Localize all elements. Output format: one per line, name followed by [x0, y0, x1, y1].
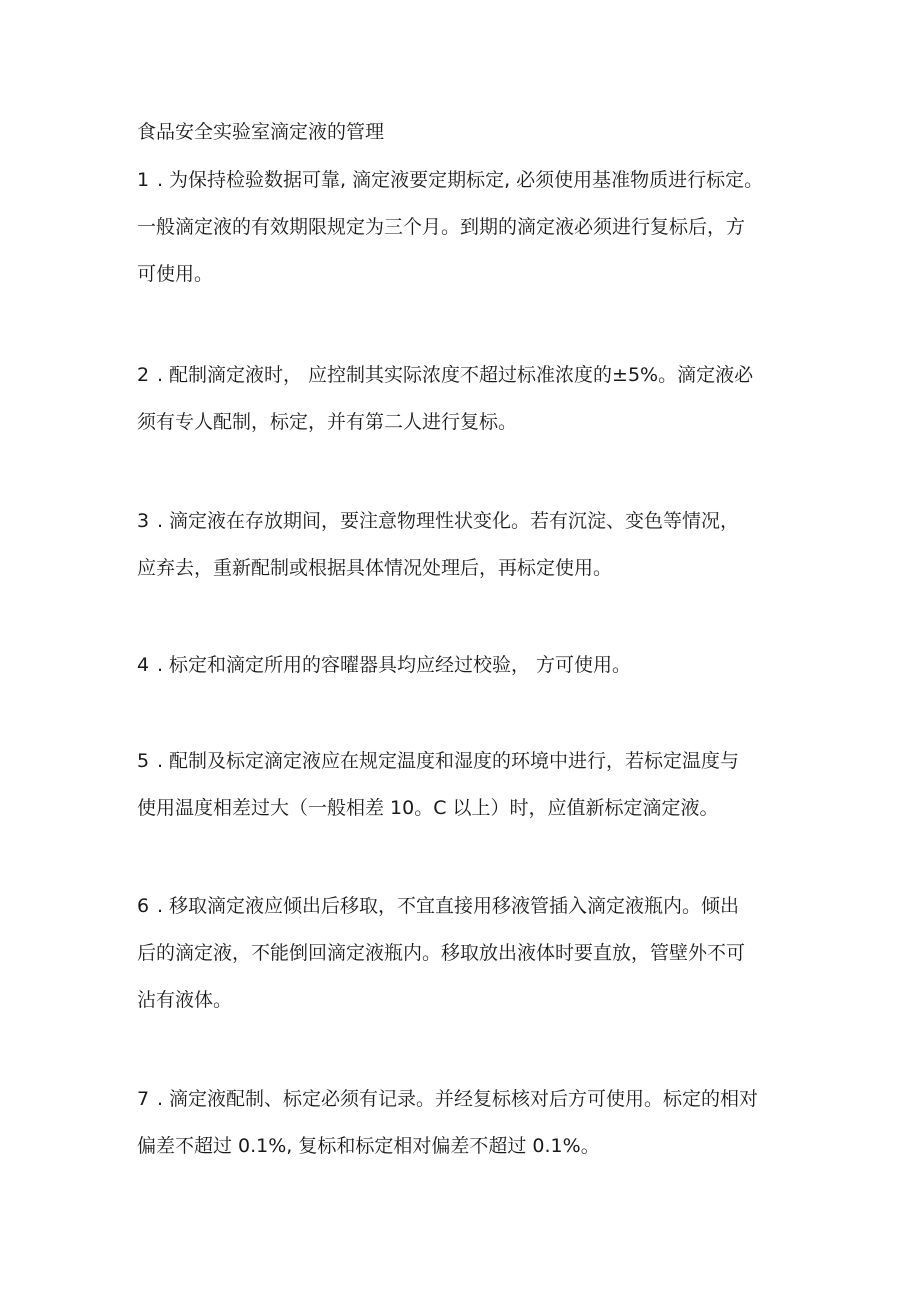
- item-line: [137, 883, 787, 930]
- list-item: [137, 157, 787, 298]
- item-text: 滴定液在存放期间，要注意物理性状变化。若有沉淀、变色等情况，: [169, 510, 740, 532]
- item-line: 须有专人配制，标定，并有第二人进行复标。: [137, 411, 518, 433]
- item-text: 配制滴定液时， 应控制其实际浓度不超过标准浓度的±5%。滴定液必: [169, 364, 754, 386]
- item-text: 滴定液配制、标定必须有记录。并经复标核对后方可使用。标定的相对: [169, 1088, 759, 1110]
- item-line: 可使用。: [137, 263, 214, 285]
- item-number: 1: [137, 169, 150, 191]
- item-text: 配制及标定滴定液应在规定温度和湿度的环境中进行，若标定温度与: [169, 750, 740, 772]
- list-item: [137, 642, 787, 689]
- list-item: [137, 883, 787, 1024]
- item-separator: .: [157, 364, 164, 386]
- list-item: [137, 1076, 787, 1170]
- item-number: 4: [137, 654, 150, 676]
- item-line: 一般滴定液的有效期限规定为三个月。到期的滴定液必须进行复标后，方: [137, 216, 746, 238]
- list-item: [137, 738, 787, 832]
- item-number: 7: [137, 1088, 150, 1110]
- item-line: [137, 1076, 787, 1123]
- item-line: 应弃去，重新配制或根据具体情况处理后，再标定使用。: [137, 557, 613, 579]
- item-number: 3: [137, 510, 150, 532]
- item-line: [137, 642, 787, 689]
- item-separator: .: [157, 169, 164, 191]
- item-line: 沾有液体。: [137, 989, 233, 1011]
- item-separator: .: [157, 895, 164, 917]
- item-line: 使用温度相差过大（一般相差 10。C 以上）时，应值新标定滴定液。: [137, 797, 719, 819]
- item-number: 2: [137, 364, 150, 386]
- item-line: 偏差不超过 0.1%, 复标和标定相对偏差不超过 0.1%。: [137, 1135, 600, 1157]
- item-line: [137, 498, 787, 545]
- item-text: 为保持检验数据可靠, 滴定液要定期标定, 必须使用基准物质进行标定。: [169, 169, 764, 191]
- item-separator: .: [157, 510, 164, 532]
- item-text: 移取滴定液应倾出后移取，不宜直接用移液管插入滴定液瓶内。倾出: [169, 895, 740, 917]
- list-item: [137, 498, 787, 592]
- item-line: [137, 738, 787, 785]
- item-number: 5: [137, 750, 150, 772]
- item-text: 标定和滴定所用的容曜器具均应经过校验， 方可使用。: [169, 654, 632, 676]
- document-title: 食品安全实验室滴定液的管理: [137, 121, 385, 143]
- item-line: [137, 157, 787, 204]
- item-number: 6: [137, 895, 150, 917]
- item-line: 后的滴定液，不能倒回滴定液瓶内。移取放出液体时要直放，管壁外不可: [137, 942, 746, 964]
- item-line: [137, 352, 787, 399]
- item-separator: .: [157, 1088, 164, 1110]
- list-item: [137, 352, 787, 446]
- item-separator: .: [157, 654, 164, 676]
- item-separator: .: [157, 750, 164, 772]
